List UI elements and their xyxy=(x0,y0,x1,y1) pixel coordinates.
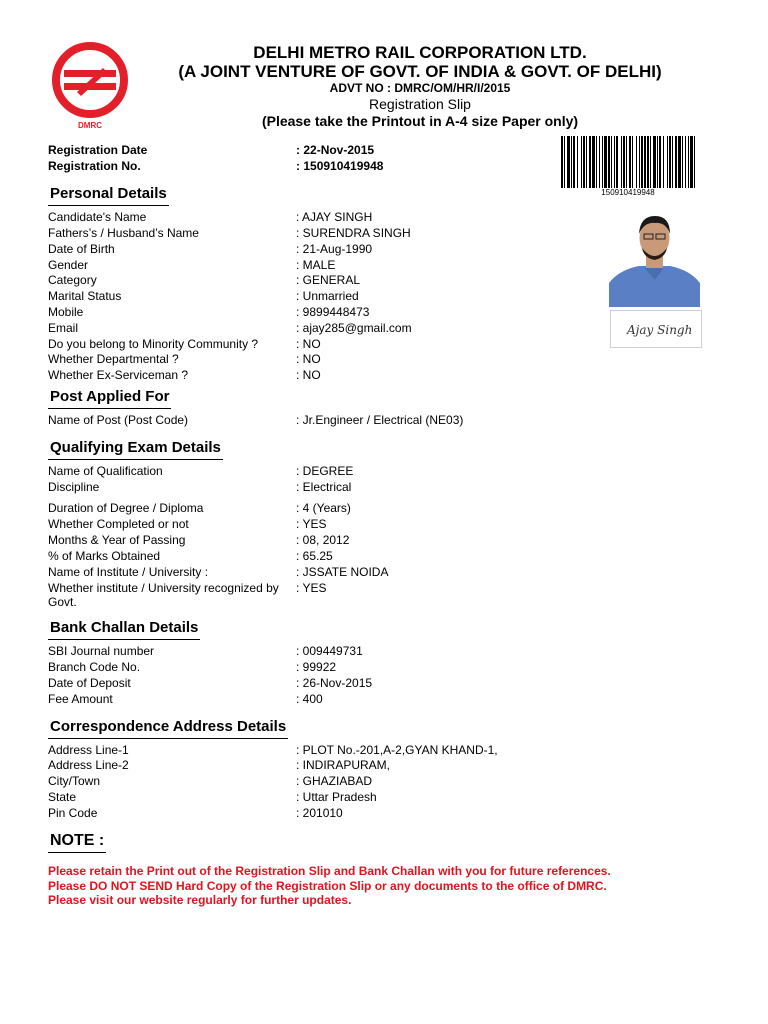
barcode-bar xyxy=(669,136,671,188)
barcode-bar xyxy=(694,136,695,188)
address-detail-value: : Uttar Pradesh xyxy=(296,790,377,804)
qualification-detail-label: Months & Year of Passing xyxy=(48,533,186,547)
barcode-bar xyxy=(573,136,575,188)
personal-detail-value: : NO xyxy=(296,368,321,382)
barcode-bar xyxy=(567,136,570,188)
personal-detail-label: Gender xyxy=(48,258,89,272)
post-detail-label: Name of Post (Post Code) xyxy=(48,413,189,427)
personal-detail-value: : Unmarried xyxy=(296,289,359,303)
note-line: Please visit our website regularly for further updates. xyxy=(48,893,352,907)
address-detail-label: Address Line-2 xyxy=(48,758,129,772)
barcode-bar xyxy=(616,136,618,188)
personal-detail-value: : GENERAL xyxy=(296,273,360,287)
qualification-detail-value: : Electrical xyxy=(296,480,351,494)
personal-detail-value: : NO xyxy=(296,337,321,351)
qualification-detail-label: Whether institute / University recognized by Govt. xyxy=(48,581,279,609)
address-detail-value: : GHAZIABAD xyxy=(296,774,372,788)
bank-detail-value: : 400 xyxy=(296,692,323,706)
qualification-detail-value: : DEGREE xyxy=(296,464,353,478)
barcode-bar xyxy=(596,136,597,188)
qualification-detail-value: : 08, 2012 xyxy=(296,533,349,547)
personal-detail-value: : AJAY SINGH xyxy=(296,210,372,224)
barcode xyxy=(561,136,695,188)
personal-detail-value: : SURENDRA SINGH xyxy=(296,226,411,240)
personal-detail-label: Whether Departmental ? xyxy=(48,352,179,366)
bank-detail-label: SBI Journal number xyxy=(48,644,155,658)
qualification-detail-value: : 65.25 xyxy=(296,549,333,563)
barcode-bar xyxy=(626,136,627,188)
bank-detail-label: Branch Code No. xyxy=(48,660,141,674)
barcode-bar xyxy=(586,136,587,188)
barcode-bar xyxy=(632,136,633,188)
address-detail-label: State xyxy=(48,790,77,804)
personal-detail-value: : 21-Aug-1990 xyxy=(296,242,372,256)
barcode-bar xyxy=(602,136,603,188)
barcode-bar xyxy=(647,136,649,188)
bank-detail-value: : 99922 xyxy=(296,660,336,674)
personal-detail-value: : MALE xyxy=(296,258,335,272)
slip-title: Registration Slip xyxy=(369,96,471,112)
barcode-bar xyxy=(663,136,664,188)
barcode-bar xyxy=(639,136,640,188)
personal-detail-label: Whether Ex-Serviceman ? xyxy=(48,368,189,382)
barcode-bar xyxy=(641,136,643,188)
barcode-bar xyxy=(629,136,631,188)
qualification-detail-label: Name of Institute / University : xyxy=(48,565,209,579)
barcode-bar xyxy=(685,136,686,188)
personal-detail-label: Marital Status xyxy=(48,289,122,303)
candidate-signature xyxy=(610,310,702,348)
barcode-bar xyxy=(657,136,658,188)
qualifying-exam-heading: Qualifying Exam Details xyxy=(48,439,223,460)
personal-detail-value: : NO xyxy=(296,352,321,366)
qualification-detail-label: Name of Qualification xyxy=(48,464,163,478)
barcode-bar xyxy=(636,136,637,188)
barcode-bar xyxy=(608,136,610,188)
post-detail-value: : Jr.Engineer / Electrical (NE03) xyxy=(296,413,463,427)
note-line: Please DO NOT SEND Hard Copy of the Registration Slip or any documents to the office of DMRC. xyxy=(48,878,607,893)
barcode-bar xyxy=(672,136,673,188)
barcode-bar xyxy=(621,136,622,188)
bank-detail-value: : 009449731 xyxy=(296,644,363,658)
qualification-detail-label: Duration of Degree / Diploma xyxy=(48,501,204,515)
address-detail-label: Address Line-1 xyxy=(48,743,129,757)
personal-detail-label: Category xyxy=(48,273,97,287)
barcode-bar xyxy=(675,136,677,188)
barcode-bar xyxy=(561,136,563,188)
personal-detail-value: : ajay285@gmail.com xyxy=(296,321,412,335)
qualification-detail-value: : YES xyxy=(296,517,326,531)
barcode-bar xyxy=(688,136,689,188)
personal-detail-label: Do you belong to Minority Community ? xyxy=(48,337,259,351)
barcode-bar xyxy=(614,136,615,188)
registration-no-value: : 150910419948 xyxy=(296,159,383,173)
note-heading: NOTE : xyxy=(48,832,106,853)
advt-number: ADVT NO : DMRC/OM/HR/I/2015 xyxy=(329,81,511,95)
barcode-bar xyxy=(678,136,681,188)
registration-date-value: : 22-Nov-2015 xyxy=(296,143,374,157)
personal-detail-label: Email xyxy=(48,321,79,335)
barcode-bar xyxy=(653,136,656,188)
barcode-bar xyxy=(571,136,572,188)
personal-detail-label: Candidate's Name xyxy=(48,210,147,224)
barcode-bar xyxy=(690,136,693,188)
registration-date-label: Registration Date xyxy=(48,143,148,157)
barcode-bar xyxy=(650,136,651,188)
barcode-number: 150910419948 xyxy=(601,188,655,197)
barcode-bar xyxy=(611,136,612,188)
personal-detail-label: Mobile xyxy=(48,305,84,319)
bank-detail-label: Date of Deposit xyxy=(48,676,131,690)
address-detail-label: City/Town xyxy=(48,774,101,788)
address-heading: Correspondence Address Details xyxy=(48,718,288,739)
barcode-bar xyxy=(659,136,661,188)
barcode-bar xyxy=(592,136,595,188)
barcode-bar xyxy=(604,136,607,188)
bank-challan-heading: Bank Challan Details xyxy=(48,619,200,640)
personal-detail-label: Date of Birth xyxy=(48,242,115,256)
barcode-bar xyxy=(589,136,591,188)
print-note: (Please take the Printout in A-4 size Paper only) xyxy=(261,113,579,129)
personal-details-heading: Personal Details xyxy=(48,185,169,206)
joint-venture-line: (A JOINT VENTURE OF GOVT. OF INDIA & GOVT. OF DELHI) xyxy=(178,62,662,81)
barcode-bar xyxy=(667,136,668,188)
barcode-bar xyxy=(577,136,578,188)
address-detail-value: : PLOT No.-201,A-2,GYAN KHAND-1, xyxy=(296,743,498,757)
registration-no-label: Registration No. xyxy=(48,159,141,173)
address-detail-value: : 201010 xyxy=(296,806,343,820)
barcode-bar xyxy=(583,136,585,188)
note-line: Please retain the Print out of the Registration Slip and Bank Challan with you for future references. xyxy=(48,864,611,878)
qualification-detail-value: : YES xyxy=(296,581,326,595)
qualification-detail-value: : 4 (Years) xyxy=(296,501,351,515)
barcode-bar xyxy=(564,136,565,188)
address-detail-value: : INDIRAPURAM, xyxy=(296,758,390,772)
address-detail-label: Pin Code xyxy=(48,806,98,820)
barcode-bar xyxy=(581,136,582,188)
bank-detail-value: : 26-Nov-2015 xyxy=(296,676,372,690)
qualification-detail-label: % of Marks Obtained xyxy=(48,549,161,563)
barcode-bar xyxy=(644,136,646,188)
org-name: DELHI METRO RAIL CORPORATION LTD. xyxy=(253,43,587,62)
personal-detail-label: Fathers’s / Husband’s Name xyxy=(48,226,199,240)
qualification-detail-value: : JSSATE NOIDA xyxy=(296,565,388,579)
personal-detail-value: : 9899448473 xyxy=(296,305,369,319)
post-applied-heading: Post Applied For xyxy=(48,388,171,409)
qualification-detail-label: Discipline xyxy=(48,480,100,494)
dmrc-logo xyxy=(47,42,133,130)
signature-text: Ajay Singh xyxy=(627,323,693,337)
qualification-detail-label: Whether Completed or not xyxy=(48,517,189,531)
bank-detail-label: Fee Amount xyxy=(48,692,113,706)
logo-text: DMRC xyxy=(78,121,102,130)
candidate-photo xyxy=(609,208,700,307)
barcode-bar xyxy=(623,136,625,188)
barcode-bar xyxy=(599,136,600,188)
barcode-bar xyxy=(682,136,683,188)
